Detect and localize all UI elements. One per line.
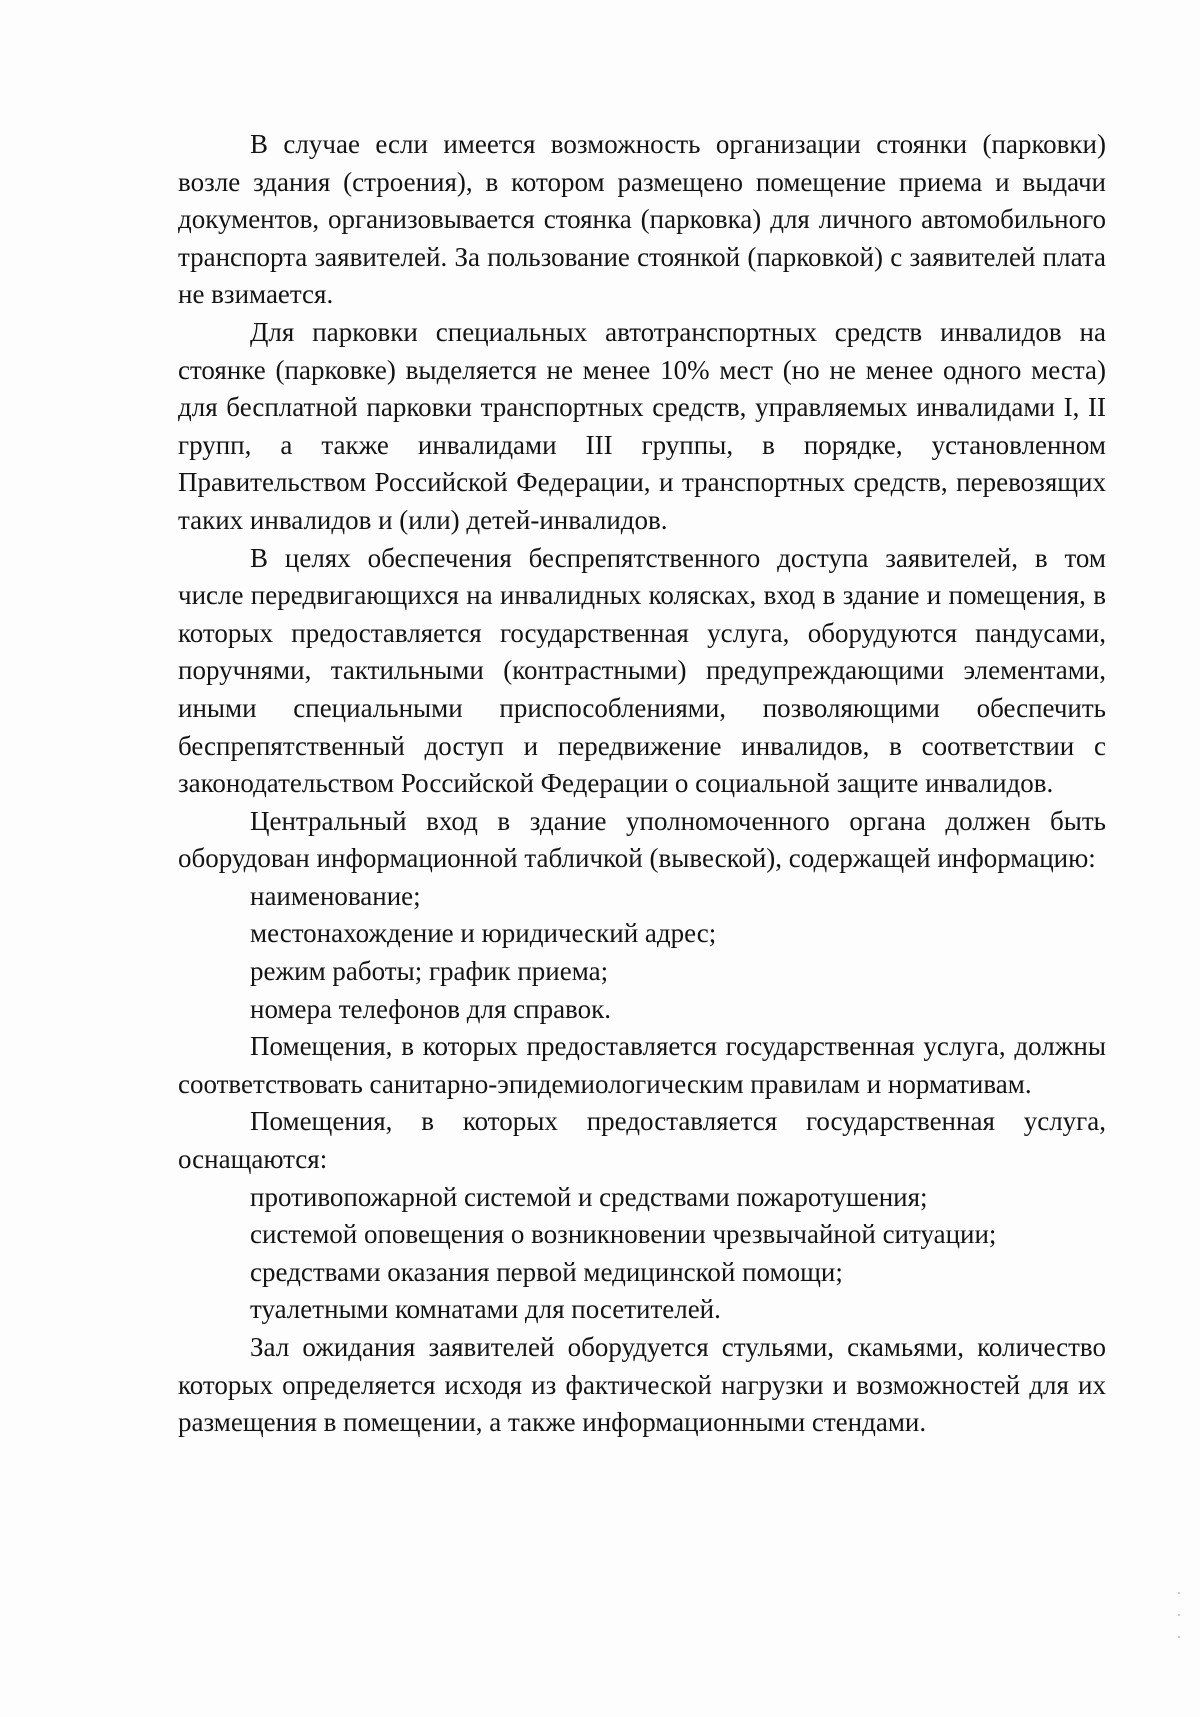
paragraph-entrance-sign: Центральный вход в здание уполномоченного органа должен быть оборудован информационной табличкой (вывеской), содержащей информацию: xyxy=(178,805,1106,874)
list-item-phones: номера телефонов для справок. xyxy=(250,993,611,1024)
list-item-schedule: режим работы; график приема; xyxy=(250,956,609,987)
list-item-address: местонахождение и юридический адрес; xyxy=(250,918,717,949)
scan-artifact-dot xyxy=(1178,1636,1180,1638)
scan-artifact-dot xyxy=(1178,1614,1180,1616)
list-item-name: наименование; xyxy=(250,880,421,911)
list-item-fire-safety: противопожарной системой и средствами пожаротушения; xyxy=(250,1181,928,1212)
list-item-restrooms: туалетными комнатами для посетителей. xyxy=(250,1294,721,1325)
paragraph-equipment: Помещения, в которых предоставляется государственная услуга, оснащаются: xyxy=(178,1106,1106,1175)
paragraph-parking: В случае если имеется возможность организации стоянки (парковки) возле здания (строения), в котором размещено помещение приема и выдачи документов, организовывается стоянка (парковка) для личного автомобильного транспорта заявителей. За пользование стоянкой (парковкой) с заявителей плата не взимается. xyxy=(178,129,1106,310)
paragraph-sanitary: Помещения, в которых предоставляется государственная услуга, должны соответствовать санитарно-эпидемиологическим правилам и нормативам. xyxy=(178,1031,1106,1099)
list-item-first-aid: средствами оказания первой медицинской помощи; xyxy=(250,1256,843,1287)
document-body xyxy=(178,126,1106,1442)
paragraph-accessibility: В целях обеспечения беспрепятственного доступа заявителей, в том числе передвигающихся на инвалидных колясках, вход в здание и помещения, в которых предоставляется государственная услуга, оборудуются пандусами, поручнями, тактильными (контрастными) предупреждающими элементами, иными специальными приспособлениями, позволяющими обеспечить беспрепятственный доступ и передвижение инвалидов, в соответствии с законодательством Российской Федерации о социальной защите инвалидов. xyxy=(178,542,1106,799)
list-item-emergency-alert: системой оповещения о возникновении чрезвычайной ситуации; xyxy=(250,1219,997,1250)
scan-artifact-dot xyxy=(1178,1592,1180,1594)
paragraph-waiting-hall: Зал ожидания заявителей оборудуется стульями, скамьями, количество которых определяется исходя из фактической нагрузки и возможностей для их размещения в помещении, а также информационными стендами. xyxy=(178,1332,1106,1438)
paragraph-disabled-parking: Для парковки специальных автотранспортных средств инвалидов на стоянке (парковке) выделяется не менее 10% мест (но не менее одного места) для бесплатной парковки транспортных средств, управляемых инвалидами I, II групп, а также инвалидами III группы, в порядке, установленном Правительством Российской Федерации, и транспортных средств, перевозящих таких инвалидов и (или) детей-инвалидов. xyxy=(178,316,1106,535)
